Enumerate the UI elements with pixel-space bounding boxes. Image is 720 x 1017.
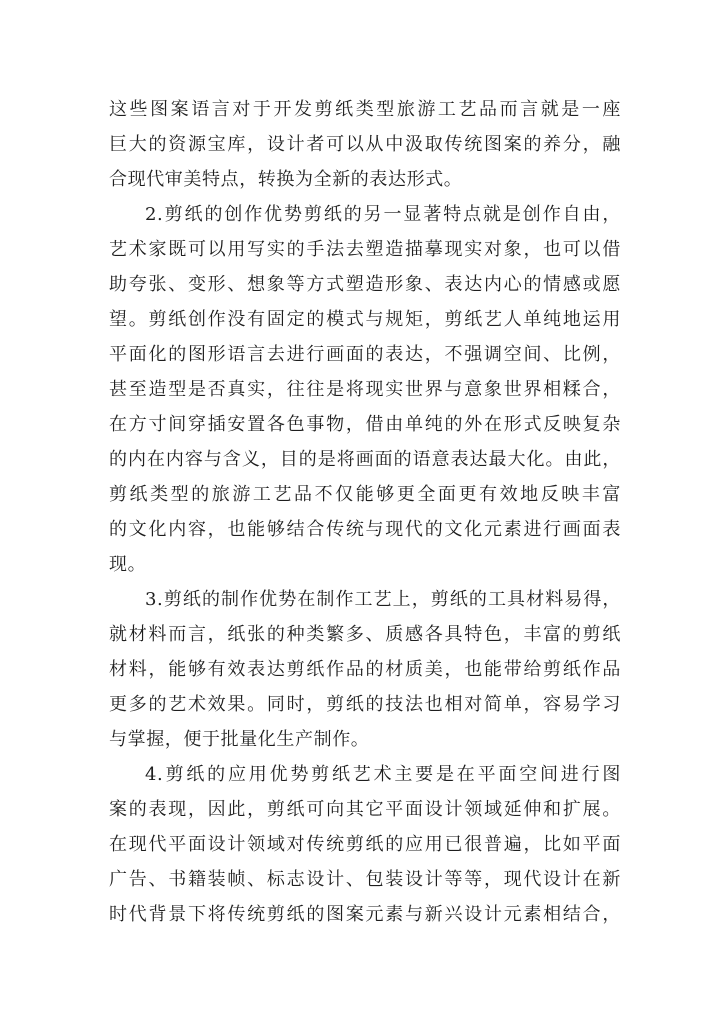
text-line: 2.剪纸的创作优势剪纸的另一显著特点就是创作自由， xyxy=(145,204,621,225)
text-line: 这些图案语言对于开发剪纸类型旅游工艺品而言就是一座 xyxy=(109,99,621,120)
text-line: 助夸张、变形、想象等方式塑造形象、表达内心的情感或愿 xyxy=(109,274,621,295)
text-line: 合现代审美特点，转换为全新的表达形式。 xyxy=(109,169,463,190)
paragraph-1 xyxy=(109,92,621,197)
text-line: 就材料而言，纸张的种类繁多、质感各具特色，丰富的剪纸 xyxy=(109,624,621,645)
text-line: 案的表现，因此，剪纸可向其它平面设计领域延伸和扩展。 xyxy=(109,799,621,820)
text-line: 更多的艺术效果。同时，剪纸的技法也相对简单，容易学习 xyxy=(109,694,621,715)
paragraph-4 xyxy=(109,757,621,932)
text-line: 材料，能够有效表达剪纸作品的材质美，也能带给剪纸作品 xyxy=(109,659,621,680)
text-line: 与掌握，便于批量化生产制作。 xyxy=(109,729,370,750)
paragraph-3 xyxy=(109,582,621,757)
text-line: 平面化的图形语言去进行画面的表达，不强调空间、比例， xyxy=(109,344,621,365)
text-line: 现。 xyxy=(109,554,147,575)
text-line: 3.剪纸的制作优势在制作工艺上，剪纸的工具材料易得， xyxy=(145,589,621,610)
text-line: 4.剪纸的应用优势剪纸艺术主要是在平面空间进行图 xyxy=(145,764,621,785)
text-line: 的内在内容与含义，目的是将画面的语意表达最大化。由此， xyxy=(109,449,621,470)
text-line: 在现代平面设计领域对传统剪纸的应用已很普遍，比如平面 xyxy=(109,834,621,855)
text-line: 巨大的资源宝库，设计者可以从中汲取传统图案的养分，融 xyxy=(109,134,621,155)
text-line: 在方寸间穿插安置各色事物，借由单纯的外在形式反映复杂 xyxy=(109,414,621,435)
text-line: 时代背景下将传统剪纸的图案元素与新兴设计元素相结合， xyxy=(109,904,621,925)
text-line: 艺术家既可以用写实的手法去塑造描摹现实对象，也可以借 xyxy=(109,239,621,260)
text-line: 的文化内容，也能够结合传统与现代的文化元素进行画面表 xyxy=(109,519,621,540)
text-line: 望。剪纸创作没有固定的模式与规矩，剪纸艺人单纯地运用 xyxy=(109,309,621,330)
document-body xyxy=(109,92,621,932)
text-line: 剪纸类型的旅游工艺品不仅能够更全面更有效地反映丰富 xyxy=(109,484,621,505)
text-line: 广告、书籍装帧、标志设计、包装设计等等，现代设计在新 xyxy=(109,869,621,890)
text-line: 甚至造型是否真实，往往是将现实世界与意象世界相糅合， xyxy=(109,379,621,400)
paragraph-2 xyxy=(109,197,621,582)
